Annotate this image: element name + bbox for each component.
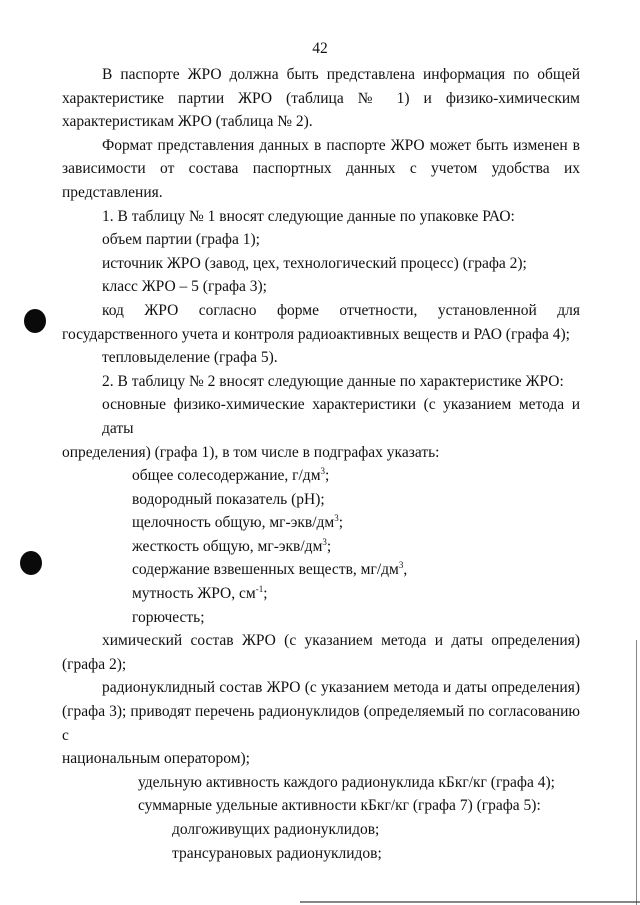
scan-edge-line <box>300 901 640 903</box>
line-text: государственного учета и контроля радиоактивных веществ и РАО (графа 4); <box>62 325 570 343</box>
line-tail: ; <box>326 537 332 555</box>
text-line <box>62 205 580 229</box>
text-line <box>62 228 580 252</box>
text-line <box>62 157 580 181</box>
line-text: радионуклидный состав ЖРО (с указанием метода и даты определения) <box>102 679 580 697</box>
line-text: национальным оператором); <box>62 750 250 768</box>
line-text: 2. В таблицу № 2 вносят следующие данные по характеристике ЖРО: <box>102 372 564 390</box>
text-line <box>62 747 580 771</box>
superscript: 3 <box>320 466 325 477</box>
line-text: характеристикам ЖРО (таблица № 2). <box>62 113 313 131</box>
text-line <box>62 558 580 582</box>
text-line <box>62 676 580 700</box>
text-line <box>62 134 580 158</box>
line-text: 1. В таблицу № 1 вносят следующие данные по упаковке РАО: <box>102 207 515 225</box>
text-line <box>62 535 580 559</box>
line-text: суммарные удельные активности кБкг/кг (графа 7) (графа 5): <box>138 797 541 815</box>
line-text: определения) (графа 1), в том числе в подграфах указать: <box>62 443 440 461</box>
line-text: жесткость общую, мг-экв/дм <box>132 537 323 555</box>
line-text: тепловыделение (графа 5). <box>102 349 278 367</box>
line-text: щелочность общую, мг-экв/дм <box>132 514 335 532</box>
line-tail: ; <box>338 514 344 532</box>
text-line <box>62 87 580 111</box>
text-line <box>62 606 580 630</box>
line-text: объем партии (графа 1); <box>102 231 260 249</box>
punch-hole-top <box>24 309 46 333</box>
line-tail: ; <box>263 585 268 603</box>
text-line <box>62 393 580 440</box>
text-line <box>62 488 580 512</box>
line-text: содержание взвешенных веществ, мг/дм <box>132 561 399 579</box>
text-line <box>62 63 580 87</box>
superscript: 3 <box>322 536 327 547</box>
scan-edge-line-right <box>636 640 637 905</box>
text-line <box>62 275 580 299</box>
text-line <box>62 511 580 535</box>
line-text: водородный показатель (pH); <box>132 490 325 508</box>
text-line <box>62 818 580 842</box>
text-line <box>62 842 580 866</box>
line-text: характеристике партии ЖРО (таблица № 1) и физико-химическим <box>62 89 580 107</box>
line-text: основные физико-химические характеристики (с указанием метода и даты <box>102 396 580 437</box>
line-text: представления. <box>62 183 163 201</box>
text-line <box>62 794 580 818</box>
line-text: Формат представления данных в паспорте ЖРО может быть изменен в <box>102 136 580 154</box>
text-line <box>62 653 580 677</box>
text-line <box>62 299 580 323</box>
line-text: (графа 2); <box>62 655 127 673</box>
text-line <box>62 110 580 134</box>
line-text: класс ЖРО – 5 (графа 3); <box>102 278 267 296</box>
superscript: -1 <box>255 584 264 595</box>
text-line <box>62 370 580 394</box>
page-number: 42 <box>312 40 328 57</box>
superscript: 3 <box>334 513 339 524</box>
line-text: (графа 3); приводят перечень радионуклидов (определяемый по согласованию с <box>62 703 580 744</box>
line-text: мутность ЖРО, см <box>132 585 256 603</box>
line-text: код ЖРО согласно форме отчетности, установленной для <box>102 301 580 319</box>
superscript: 3 <box>398 560 404 571</box>
text-line <box>62 252 580 276</box>
punch-hole-bottom <box>20 551 42 575</box>
line-text: источник ЖРО (завод, цех, технологический процесс) (графа 2); <box>102 254 527 272</box>
text-line <box>62 582 580 606</box>
text-line <box>62 464 580 488</box>
line-text: общее солесодержание, г/дм <box>132 467 321 485</box>
document-body <box>62 63 580 865</box>
text-line <box>62 629 580 653</box>
text-line <box>62 771 580 795</box>
line-tail: ; <box>325 467 330 485</box>
text-line <box>62 181 580 205</box>
line-text: долгоживущих радионуклидов; <box>172 821 380 838</box>
line-tail: , <box>403 561 408 579</box>
text-line <box>62 346 580 370</box>
line-text: удельную активность каждого радионуклида кБкг/кг (графа 4); <box>138 773 555 791</box>
line-text: В паспорте ЖРО должна быть представлена информация по общей <box>102 66 580 83</box>
line-text: горючесть; <box>132 608 205 626</box>
text-line <box>62 700 580 747</box>
line-text: зависимости от состава паспортных данных с учетом удобства их <box>62 160 580 178</box>
line-text: химический состав ЖРО (с указанием метода и даты определения) <box>102 632 580 650</box>
text-line <box>62 323 580 347</box>
text-line <box>62 441 580 465</box>
line-text: трансурановых радионуклидов; <box>172 844 382 862</box>
